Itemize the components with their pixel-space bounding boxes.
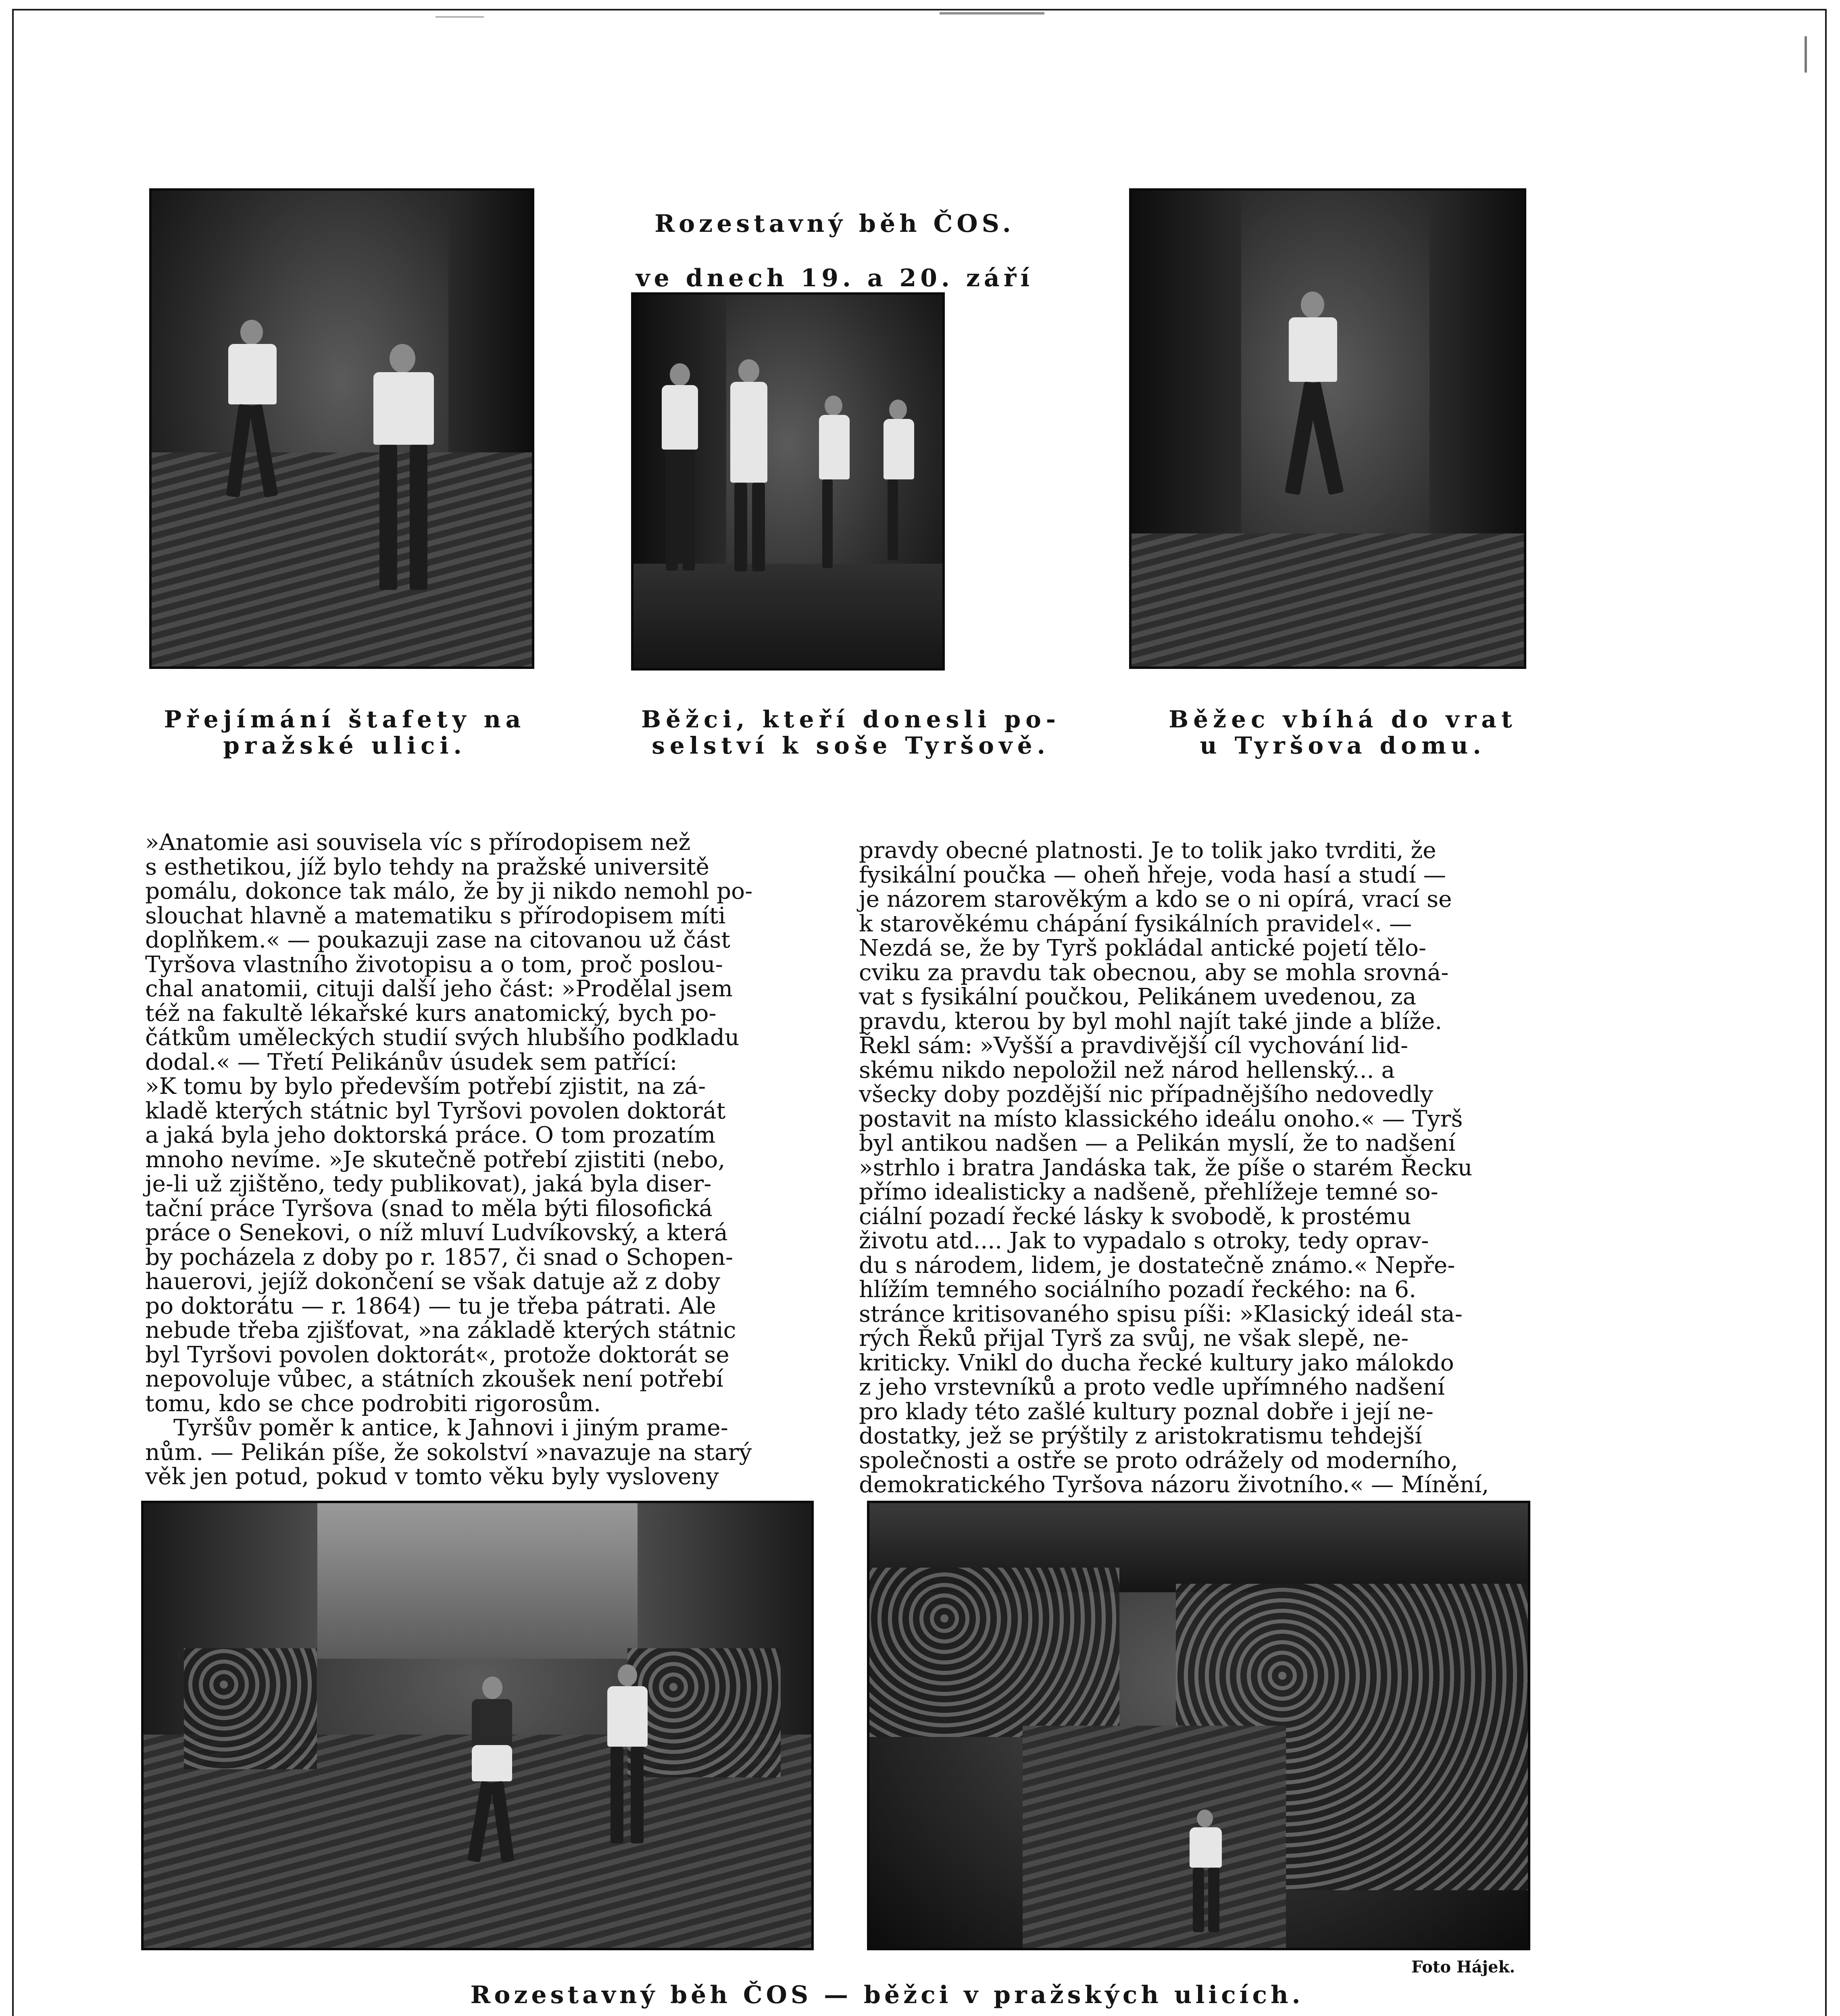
text-line: nebude třeba zjišťovat, »na základě kterých státnic <box>145 1317 736 1343</box>
text-line: »strhlo i bratra Jandáska tak, že píše o starém Řecku <box>859 1154 1473 1181</box>
text-line: je-li už zjištěno, tedy publikovat), jaká byla diser- <box>145 1171 712 1197</box>
caption-relay-handover: Přejímání štafety na pražské ulici. <box>164 706 526 759</box>
text-line: pravdu, kterou by byl mohl najít také jinde a blíže. <box>859 1008 1442 1035</box>
text-line: tační práce Tyršova (snad to měla býti filosofická <box>145 1195 713 1222</box>
text-line: slouchat hlavně a matematiku s přírodopisem míti <box>145 902 726 929</box>
text-line: pravdy obecné platnosti. Je to tolik jako tvrditi, že <box>859 837 1436 864</box>
photo-runner-at-gate <box>1129 188 1526 669</box>
text-line: práce o Senekovi, o níž mluví Ludvíkovský, a která <box>145 1220 728 1246</box>
text-line: nepovoluje vůbec, a státních zkoušek není potřebí <box>145 1366 723 1392</box>
text-line: byl antikou nadšen — a Pelikán myslí, že to nadšení <box>859 1130 1456 1156</box>
text-line: též na fakultě lékařské kurs anatomický, bych po- <box>145 1000 717 1027</box>
text-line: skému nikdo nepoložil než národ hellenský... a <box>859 1057 1395 1083</box>
text-line: mnoho nevíme. »Je skutečně potřebí zjistiti (nebo, <box>145 1146 725 1173</box>
text-line: všecky doby pozdější nic případnějšího nedovedly <box>859 1081 1434 1108</box>
photo-crowd-runner <box>867 1501 1530 1950</box>
text-line: k starověkému chápání fysikálních pravidel«. — <box>859 910 1412 937</box>
article-column-right <box>859 839 1538 1497</box>
caption-runner-at-gate: Běžec vbíhá do vrat u Tyršova domu. <box>1169 706 1517 759</box>
series-title-line2: ve dnech 19. a 20. září <box>636 264 1034 292</box>
text-line: a jaká byla jeho doktorská práce. O tom prozatím <box>145 1122 716 1148</box>
text-line: pro klady této zašlé kultury poznal dobře i její ne- <box>859 1398 1434 1425</box>
text-line: společnosti a ostře se proto odrážely od moderního, <box>859 1447 1458 1474</box>
text-line: by pocházela z doby po r. 1857, či snad o Schopen- <box>145 1244 733 1270</box>
photo-relay-handover <box>149 188 534 669</box>
text-line: Tyršův poměr k antice, k Jahnovi i jiným prame- <box>173 1415 728 1441</box>
text-line: dodal.« — Třetí Pelikánův úsudek sem patřící: <box>145 1049 677 1075</box>
photo-credit: Foto Hájek. <box>1411 1958 1515 1976</box>
text-line: du s národem, lidem, je dostatečně známo.« Nepře- <box>859 1252 1455 1279</box>
text-line: hauerovi, jejíž dokončení se však datuje až z doby <box>145 1268 720 1295</box>
text-line: kriticky. Vnikl do ducha řecké kultury jako málokdo <box>859 1350 1454 1376</box>
photo-street-runners <box>141 1501 814 1950</box>
caption-runners-at-statue: Běžci, kteří donesli po- selství k soše Tyršově. <box>641 706 1061 759</box>
text-line: hlížím temného sociálního pozadí řeckého: na 6. <box>859 1277 1417 1303</box>
text-line: z jeho vrstevníků a proto vedle upřímného nadšení <box>859 1374 1445 1400</box>
text-line: je názorem starověkým a kdo se o ni opírá, vrací se <box>859 886 1452 912</box>
scan-mark <box>940 12 1044 15</box>
text-line: »Anatomie asi souvisela víc s přírodopisem než <box>145 829 691 856</box>
scan-mark <box>1805 36 1807 73</box>
text-line: vat s fysikální poučkou, Pelikánem uvedenou, za <box>859 984 1417 1010</box>
text-line: chal anatomii, cituji další jeho část: »Prodělal jsem <box>145 976 733 1002</box>
text-line: demokratického Tyršova názoru životního.« — Mínění, <box>859 1472 1489 1498</box>
text-line: stránce kritisovaného spisu píši: »Klasický ideál sta- <box>859 1301 1463 1327</box>
text-line: kladě kterých státnic byl Tyršovi povolen doktorát <box>145 1098 726 1124</box>
text-line: cviku za pravdu tak obecnou, aby se mohla srovná- <box>859 959 1449 986</box>
text-line: Řekl sám: »Vyšší a pravdivější cíl vychování lid- <box>859 1033 1409 1059</box>
text-line: postavit na místo klassického ideálu onoho.« — Tyrš <box>859 1106 1463 1132</box>
photo-runners-at-statue <box>631 292 945 671</box>
text-line: Nezdá se, že by Tyrš pokládal antické pojetí tělo- <box>859 935 1426 961</box>
text-line: čátkům uměleckých studií svých hlubšího podkladu <box>145 1025 740 1051</box>
text-line: po doktorátu — r. 1864) — tu je třeba pátrati. Ale <box>145 1293 716 1319</box>
text-line: doplňkem.« — poukazuji zase na citovanou už část <box>145 927 731 953</box>
text-line: pomálu, dokonce tak málo, že by ji nikdo nemohl po- <box>145 878 753 904</box>
text-line: životu atd.... Jak to vypadalo s otroky, tedy oprav- <box>859 1228 1429 1254</box>
text-line: byl Tyršovi povolen doktorát«, protože doktorát se <box>145 1341 729 1368</box>
text-line: dostatky, jež se prýštily z aristokratismu tehdejší <box>859 1423 1422 1449</box>
text-line: s esthetikou, jíž bylo tehdy na pražské universitě <box>145 854 709 880</box>
bottom-caption: Rozestavný běh ČOS — běžci v pražských ulicích. <box>470 1981 1304 2009</box>
text-line: fysikální poučka — oheň hřeje, voda hasí a studí — <box>859 862 1446 888</box>
text-line: přímo idealisticky a nadšeně, přehlížeje temné so- <box>859 1179 1438 1205</box>
article-column-left <box>145 831 821 1489</box>
text-line: nům. — Pelikán píše, že sokolství »navazuje na starý <box>145 1439 752 1466</box>
text-line: »K tomu by bylo především potřebí zjistit, na zá- <box>145 1073 706 1100</box>
text-line: tomu, kdo se chce podrobiti rigorosům. <box>145 1390 601 1417</box>
scan-mark <box>436 16 484 18</box>
text-line: Tyršova vlastního životopisu a o tom, proč poslou- <box>145 951 723 978</box>
text-line: ciální pozadí řecké lásky k svobodě, k prostému <box>859 1203 1411 1230</box>
series-title-line1: Rozestavný běh ČOS. <box>654 210 1015 238</box>
text-line: věk jen potud, pokud v tomto věku byly vysloveny <box>145 1464 719 1490</box>
text-line: rých Řeků přijal Tyrš za svůj, ne však slepě, ne- <box>859 1325 1409 1352</box>
